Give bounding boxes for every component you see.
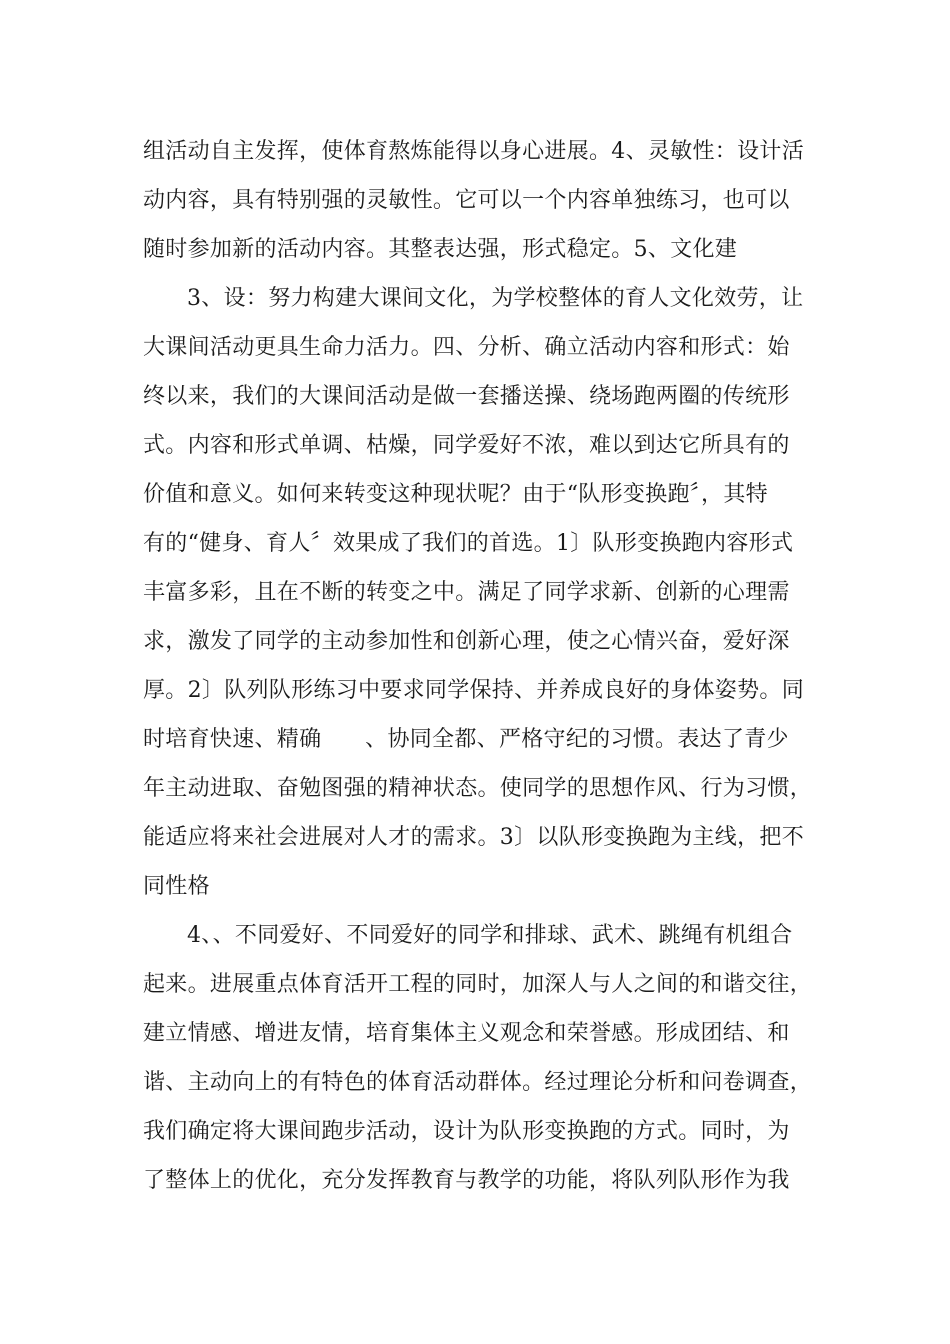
text-line: 有的“健身、育人〞效果成了我们的首选。1〕队形变换跑内容形式 <box>143 531 794 556</box>
paragraph-start-line: 4、、不同爱好、不同爱好的同学和排球、武术、跳绳有机组合 <box>187 923 793 948</box>
text-line: 丰富多彩，且在不断的转变之中。满足了同学求新、创新的心理需 <box>143 580 790 605</box>
text-line: 价值和意义。如何来转变这种现状呢？由于“队形变换跑〞，其特 <box>143 482 768 507</box>
text-line: 建立情感、增进友情，培育集体主义观念和荣誉感。形成团结、和 <box>143 1021 790 1046</box>
text-line: 年主动进取、奋勉图强的精神状态。使同学的思想作风、行为习惯， <box>143 776 813 801</box>
text-line: 组活动自主发挥，使体育熬炼能得以身心进展。4、灵敏性：设计活 <box>143 139 804 164</box>
text-line: 同性格 <box>143 874 210 899</box>
text-line: 能适应将来社会进展对人才的需求。3〕以队形变换跑为主线，把不 <box>143 825 804 850</box>
text-line: 了整体上的优化，充分发挥教育与教学的功能，将队列队形作为我 <box>143 1168 790 1193</box>
text-line: 时培育快速、精确 、协同全都、严格守纪的习惯。表达了青少 <box>143 727 789 752</box>
text-line: 求，激发了同学的主动参加性和创新心理，使之心情兴奋，爱好深 <box>143 629 790 654</box>
text-line: 起来。进展重点体育活开工程的同时，加深人与人之间的和谐交往， <box>143 972 813 997</box>
text-line: 大课间活动更具生命力活力。四、分析、确立活动内容和形式：始 <box>143 335 790 360</box>
text-line: 随时参加新的活动内容。其整表达强，形式稳定。5、文化建 <box>143 237 738 262</box>
text-line: 式。内容和形式单调、枯燥，同学爱好不浓，难以到达它所具有的 <box>143 433 790 458</box>
text-line: 动内容，具有特别强的灵敏性。它可以一个内容单独练习，也可以 <box>143 188 790 213</box>
text-line: 厚。2〕队列队形练习中要求同学保持、并养成良好的身体姿势。同 <box>143 678 804 703</box>
text-line: 我们确定将大课间跑步活动，设计为队形变换跑的方式。同时，为 <box>143 1119 790 1144</box>
text-line: 终以来，我们的大课间活动是做一套播送操、绕场跑两圈的传统形 <box>143 384 790 409</box>
paragraph-start-line: 3、设：努力构建大课间文化，为学校整体的育人文化效劳，让 <box>187 286 804 311</box>
text-line: 谐、主动向上的有特色的体育活动群体。经过理论分析和问卷调查， <box>143 1070 813 1095</box>
